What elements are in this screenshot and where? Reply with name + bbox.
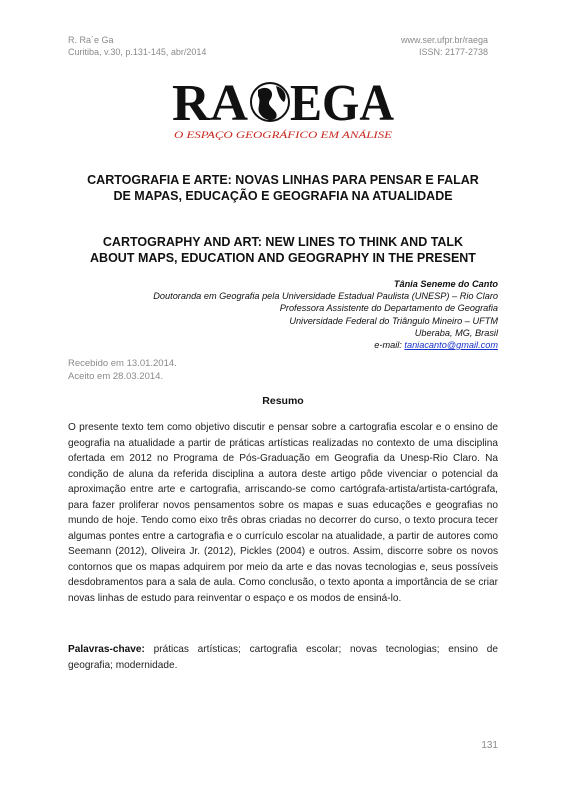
journal-volume: Curitiba, v.30, p.131-145, abr/2014 [68,47,207,57]
submission-dates [68,358,177,383]
keywords-label: Palavras-chave: [68,644,145,655]
title-en-line-1: CARTOGRAPHY AND ART: NEW LINES TO THINK AND TALK [102,235,464,249]
author-location: Uberaba, MG, Brasil [414,327,498,338]
raega-logo [172,72,396,144]
abstract-heading: Resumo [262,395,304,407]
logo-tagline: O ESPAÇO GEOGRÁFICO EM ANÁLISE [174,131,336,141]
author-email-line [153,339,498,351]
keywords-text: práticas artísticas; cartografia escolar; novas tecnologias; ensino de geografia; modernidade. [68,644,498,671]
accepted-date: Aceito em 28.03.2014. [68,370,164,382]
title-portuguese [60,172,506,204]
logo-word-left: RA [172,75,249,132]
journal-issn: ISSN: 2177-2738 [418,47,488,57]
title-en-line-2: ABOUT MAPS, EDUCATION AND GEOGRAPHY IN THE PRESENT [90,251,476,265]
journal-name: R. Ra´e Ga [68,35,114,45]
abstract-text: O presente texto tem como objetivo discutir e pensar sobre a cartografia escolar e o ensino de geografia na atualidade a partir de práticas artísticas realizadas no contexto de uma disciplina ofertada em 2012 no Programa de Pós-Graduação em Geografia da Unesp-Rio Claro. Na condição de aluna da referida disciplina a autora deste artigo pôde vivenciar o potencial da aproximação entre arte e cartografia, arriscando-se como cartógrafa-artista/artista-cartógrafa, para fazer proliferar novos pensamentos sobre os mapas e suas educações e geografias no mundo de hoje. Tendo como eixo três obras criadas no decorrer do curso, o texto procura tecer algumas pontes entre a cartografia e o currículo escolar na atualidade, a partir de autores como Seemann (2012), Oliveira Jr. (2012), Pickles (2004) e outros. Assim, discorre sobre os novos contornos que os mapas adquirem por meio da arte e das novas tecnologias e, seus possíveis desdobramentos para a sala de aula. Como conclusão, o texto aponta a importância de se criar novas linhas de estudo para reinventar o espaço e os modos de ensiná-lo. [68,422,498,604]
title-pt-line-1: CARTOGRAFIA E ARTE: NOVAS LINHAS PARA PENSAR E FALAR [87,173,479,187]
email-link[interactable]: taniacanto@gmail.com [404,340,498,351]
author-affiliation-3: Universidade Federal do Triângulo Mineiro – UFTM [289,315,498,326]
keywords-paragraph [68,642,498,673]
header-left [68,34,206,58]
title-english [60,234,506,266]
email-label: e-mail: [374,340,405,351]
author-affiliation-1: Doutoranda em Geografia pela Universidade Estadual Paulista (UNESP) – Rio Claro [153,291,498,302]
journal-url: www.ser.ufpr.br/raega [400,35,488,45]
header-right [401,34,488,58]
received-date: Recebido em 13.01.2014. [68,358,177,369]
logo-word-right: EGA [290,75,395,132]
author-affiliation-2: Professora Assistente do Departamento de Geografia [279,303,498,314]
page-number: 131 [481,740,498,751]
title-pt-line-2: DE MAPAS, EDUCAÇÃO E GEOGRAFIA NA ATUALIDADE [113,189,453,203]
author-block [153,278,498,351]
author-name: Tânia Seneme do Canto [393,279,498,289]
globe-icon [251,83,289,121]
